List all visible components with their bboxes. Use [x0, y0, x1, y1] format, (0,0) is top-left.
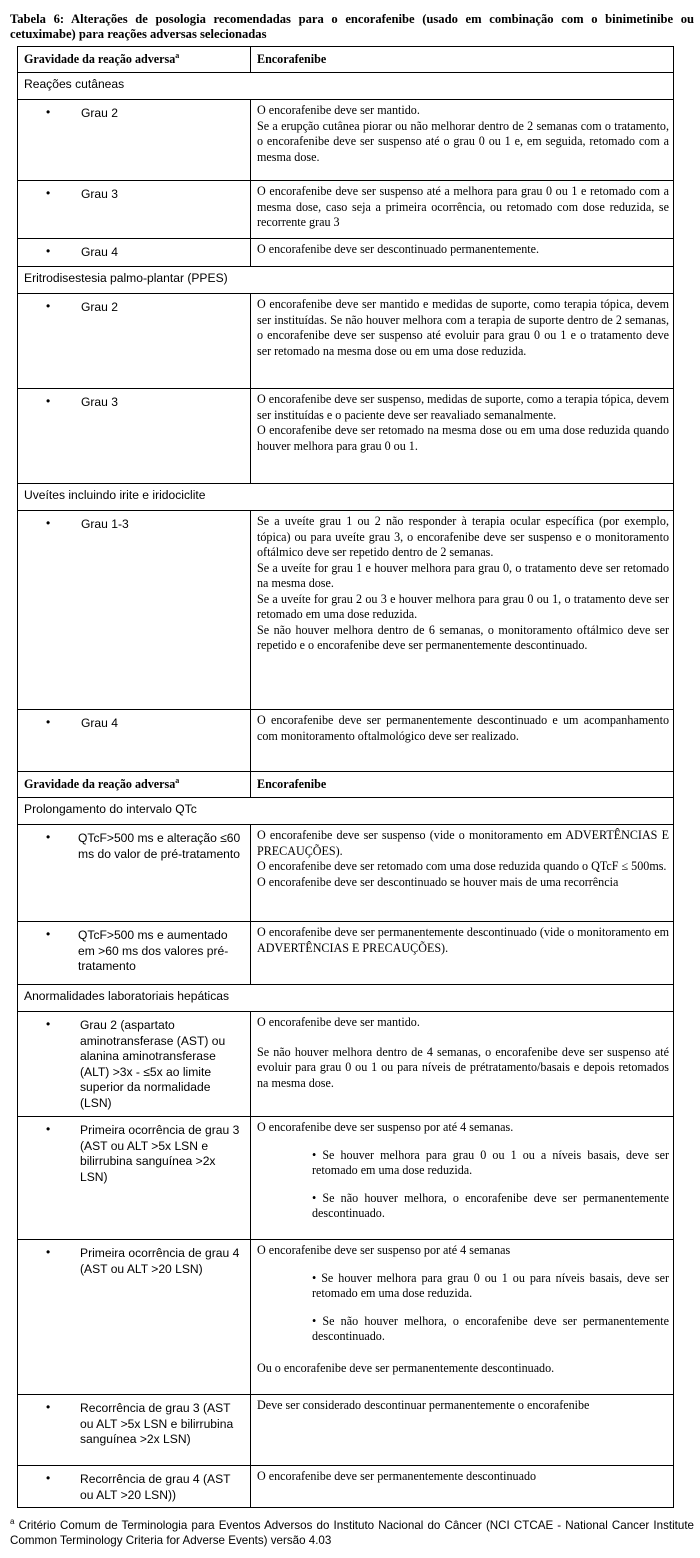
table-row [18, 710, 674, 772]
grade-list-item [18, 1240, 250, 1281]
recommendation-text: O encorafenibe deve ser mantido. [257, 1015, 420, 1029]
section-title: Eritrodisestesia palmo-plantar (PPES) [18, 267, 674, 294]
grade-list-item [18, 294, 250, 320]
recommendation-text: O encorafenibe deve ser mantido e medidas de suporte, como terapia tópica, devem ser instituídas. Se não houver melhora com a terapia de suporte dentro de 2 semanas, o encorafenibe deve ser suspenso até evoluir para grau 0 ou 1 e o tratamento deve ser retomado na mesma dose ou em uma dose reduzida. [257, 297, 669, 358]
bullet: • [46, 1471, 51, 1485]
header-encorafenib: Encorafenibe [251, 772, 674, 798]
bullet: • [46, 715, 51, 729]
grade-cell [18, 1240, 251, 1395]
header-severity: Gravidade da reação adversa$^a$ [18, 772, 251, 798]
grade-label: Recorrência de grau 4 (AST ou ALT >20 LSN)) [80, 1472, 231, 1502]
section-title: Prolongamento do intervalo QTc [18, 798, 674, 825]
section-row [18, 798, 674, 825]
table-row [18, 1240, 674, 1395]
recommendation-cell [251, 710, 674, 772]
section-title: Anormalidades laboratoriais hepáticas [18, 985, 674, 1012]
recommendation-text: O encorafenibe deve ser suspenso por até 4 semanas. [257, 1120, 514, 1134]
recommendation-text: • Se houver melhora para grau 0 ou 1 ou para níveis basais, deve ser retomado em uma dose reduzida. [312, 1270, 669, 1300]
recommendation-text: O encorafenibe deve ser permanentemente descontinuado e um acompanhamento com monitoramento oftalmológico deve ser realizado. [257, 713, 669, 743]
grade-cell [18, 181, 251, 239]
recommendation-cell [251, 294, 674, 389]
grade-cell [18, 511, 251, 710]
recommendation-text: Se não houver melhora dentro de 4 semanas, o encorafenibe deve ser suspenso até evoluir para grau 0 ou 1 ou para níveis de prétratamento/basais e depois retomados na mesma dose. [257, 1044, 669, 1090]
bullet: • [46, 1400, 51, 1414]
grade-cell [18, 1117, 251, 1240]
recommendation-cell [251, 511, 674, 710]
dosage-table [17, 46, 674, 1508]
header-encorafenib: Encorafenibe [251, 47, 674, 73]
grade-list-item [18, 239, 250, 265]
recommendation-text: O encorafenibe deve ser suspenso por até 4 semanas [257, 1243, 511, 1257]
grade-label: Grau 2 [81, 300, 118, 314]
grade-label: Grau 4 [81, 716, 118, 730]
recommendation-text: Deve ser considerado descontinuar permanentemente o encorafenibe [257, 1398, 590, 1412]
grade-label: QTcF>500 ms e alteração ≤60 ms do valor de pré-tratamento [78, 831, 241, 861]
section-row [18, 484, 674, 511]
recommendation-text: • Se houver melhora para grau 0 ou 1 ou a níveis basais, deve ser retomado em uma dose reduzida. [312, 1147, 669, 1177]
grade-cell [18, 922, 251, 985]
grade-label: Grau 4 [81, 245, 118, 259]
section-title: Reações cutâneas [18, 73, 674, 100]
recommendation-cell [251, 389, 674, 484]
bullet: • [46, 244, 51, 258]
bullet: • [46, 105, 51, 119]
table-row [18, 922, 674, 985]
recommendation-cell [251, 922, 674, 985]
grade-list-item [18, 181, 250, 207]
bullet: • [46, 516, 51, 530]
header-severity: Gravidade da reação adversa$^a$ [18, 47, 251, 73]
section-title: Uveítes incluindo irite e iridociclite [18, 484, 674, 511]
grade-list-item [18, 1012, 250, 1115]
recommendation-cell [251, 825, 674, 922]
recommendation-cell [251, 1466, 674, 1508]
grade-cell [18, 1012, 251, 1117]
table-row [18, 100, 674, 181]
grade-cell [18, 825, 251, 922]
grade-list-item [18, 922, 250, 979]
grade-cell [18, 1466, 251, 1508]
table-header-row [18, 772, 674, 798]
recommendation-cell [251, 100, 674, 181]
table-row [18, 239, 674, 267]
recommendation-cell [251, 181, 674, 239]
grade-label: Grau 2 [81, 106, 118, 120]
grade-cell [18, 100, 251, 181]
recommendation-cell [251, 239, 674, 267]
grade-list-item [18, 710, 250, 736]
grade-cell [18, 1395, 251, 1466]
table-row [18, 1395, 674, 1466]
bullet: • [46, 927, 51, 941]
table-row [18, 1117, 674, 1240]
table-row [18, 511, 674, 710]
recommendation-text: Se a uveíte grau 1 ou 2 não responder à terapia ocular específica (por exemplo, tópica) ou para uveíte grau 3, o encorafenibe deve ser suspenso e o monitoramento oftálmico deve ser repetido dentro de 2 semanas. [257, 514, 669, 559]
recommendation-text: Ou o encorafenibe deve ser permanentemente descontinuado. [257, 1360, 555, 1375]
recommendation-text: O encorafenibe deve ser suspenso (vide o monitoramento em ADVERTÊNCIAS E PRECAUÇÕES). [257, 828, 669, 858]
table-row [18, 294, 674, 389]
recommendation-text: Se a uveíte for grau 1 e houver melhora para grau 0, o tratamento deve ser retomado na mesma dose. [257, 560, 669, 590]
bullet: • [46, 1017, 51, 1031]
bullet: • [46, 299, 51, 313]
recommendation-text: O encorafenibe deve ser retomado na mesma dose ou em uma dose reduzida quando houver melhora para grau 0 ou 1. [257, 423, 669, 453]
recommendation-text: O encorafenibe deve ser mantido. [257, 103, 420, 117]
section-row [18, 267, 674, 294]
recommendation-text: Se não houver melhora dentro de 6 semanas, o monitoramento oftálmico deve ser repetido e o encorafenibe deve ser permanentemente descontinuado. [257, 622, 669, 652]
recommendation-cell [251, 1117, 674, 1240]
table-row [18, 181, 674, 239]
grade-cell [18, 239, 251, 267]
section-row [18, 73, 674, 100]
grade-list-item [18, 1395, 250, 1452]
table-row [18, 1012, 674, 1117]
table-row [18, 825, 674, 922]
recommendation-text: Se a erupção cutânea piorar ou não melhorar dentro de 2 semanas com o tratamento, o encorafenibe deve ser suspenso até o grau 0 ou 1 e, em seguida, retomado com a mesma dose. [257, 118, 669, 164]
recommendation-cell [251, 1395, 674, 1466]
recommendation-text: O encorafenibe deve ser retomado com uma dose reduzida quando o QTcF ≤ 500ms. [257, 859, 667, 873]
grade-list-item [18, 1117, 250, 1189]
bullet: • [46, 1245, 51, 1259]
bullet: • [46, 830, 51, 844]
grade-label: Grau 1-3 [81, 517, 129, 531]
table-header-row [18, 47, 674, 73]
grade-label: Grau 3 [81, 395, 118, 409]
recommendation-text: O encorafenibe deve ser descontinuado permanentemente. [257, 242, 540, 256]
table-row [18, 1466, 674, 1508]
section-row [18, 985, 674, 1012]
bullet: • [46, 1122, 51, 1136]
recommendation-text: O encorafenibe deve ser suspenso até a melhora para grau 0 ou 1 e retomado com a mesma dose, caso seja a primeira ocorrência, ou retomado com dose reduzida, se recorrente grau 3 [257, 184, 669, 229]
grade-cell [18, 294, 251, 389]
recommendation-text: Se a uveíte for grau 2 ou 3 e houver melhora para grau 0 ou 1, o tratamento deve ser retomado em uma dose reduzida. [257, 591, 669, 621]
table-caption: Tabela 6: Alterações de posologia recomendadas para o encorafenibe (usado em combinação com o binimetinibe ou cetuximabe) para reações adversas selecionadas [10, 12, 694, 41]
table-row [18, 389, 674, 484]
grade-list-item [18, 389, 250, 415]
recommendation-text: O encorafenibe deve ser permanentemente descontinuado (vide o monitoramento em ADVERTÊNCIAS E PRECAUÇÕES). [257, 925, 669, 955]
footnote: $^a$ Critério Comum de Terminologia para Eventos Adversos do Instituto Nacional do Câncer (NCI CTCAE - National Cancer Institute Common Terminology Criteria for Adverse Events) versão 4.03 [10, 1517, 694, 1547]
grade-list-item [18, 1466, 250, 1507]
grade-label: Grau 2 (aspartato aminotransferase (AST) ou alanina aminotransferase (ALT) >3x - ≤5x ao limite superior da normalidade (LSN) [80, 1018, 226, 1110]
recommendation-text: O encorafenibe deve ser suspenso, medidas de suporte, como a terapia tópica, devem ser instituídas e o paciente deve ser reavaliado semanalmente. [257, 392, 669, 422]
grade-label: Grau 3 [81, 187, 118, 201]
bullet: • [46, 186, 51, 200]
grade-list-item [18, 100, 250, 126]
grade-cell [18, 389, 251, 484]
bullet: • [46, 394, 51, 408]
recommendation-text: • Se não houver melhora, o encorafenibe deve ser permanentemente descontinuado. [312, 1313, 669, 1343]
grade-cell [18, 710, 251, 772]
recommendation-text: O encorafenibe deve ser permanentemente descontinuado [257, 1469, 537, 1483]
grade-list-item [18, 511, 250, 537]
recommendation-text: O encorafenibe deve ser descontinuado se houver mais de uma recorrência [257, 874, 619, 889]
grade-label: Primeira ocorrência de grau 3 (AST ou ALT >5x LSN e bilirrubina sanguínea >2x LSN) [80, 1123, 240, 1184]
grade-label: Recorrência de grau 3 (AST ou ALT >5x LSN e bilirrubina sanguínea >2x LSN) [80, 1401, 234, 1446]
grade-label: Primeira ocorrência de grau 4 (AST ou ALT >20 LSN) [80, 1246, 240, 1276]
grade-label: QTcF>500 ms e aumentado em >60 ms dos valores pré-tratamento [78, 928, 229, 973]
recommendation-cell [251, 1240, 674, 1395]
grade-list-item [18, 825, 250, 866]
recommendation-cell [251, 1012, 674, 1117]
recommendation-text: • Se não houver melhora, o encorafenibe deve ser permanentemente descontinuado. [312, 1190, 669, 1220]
